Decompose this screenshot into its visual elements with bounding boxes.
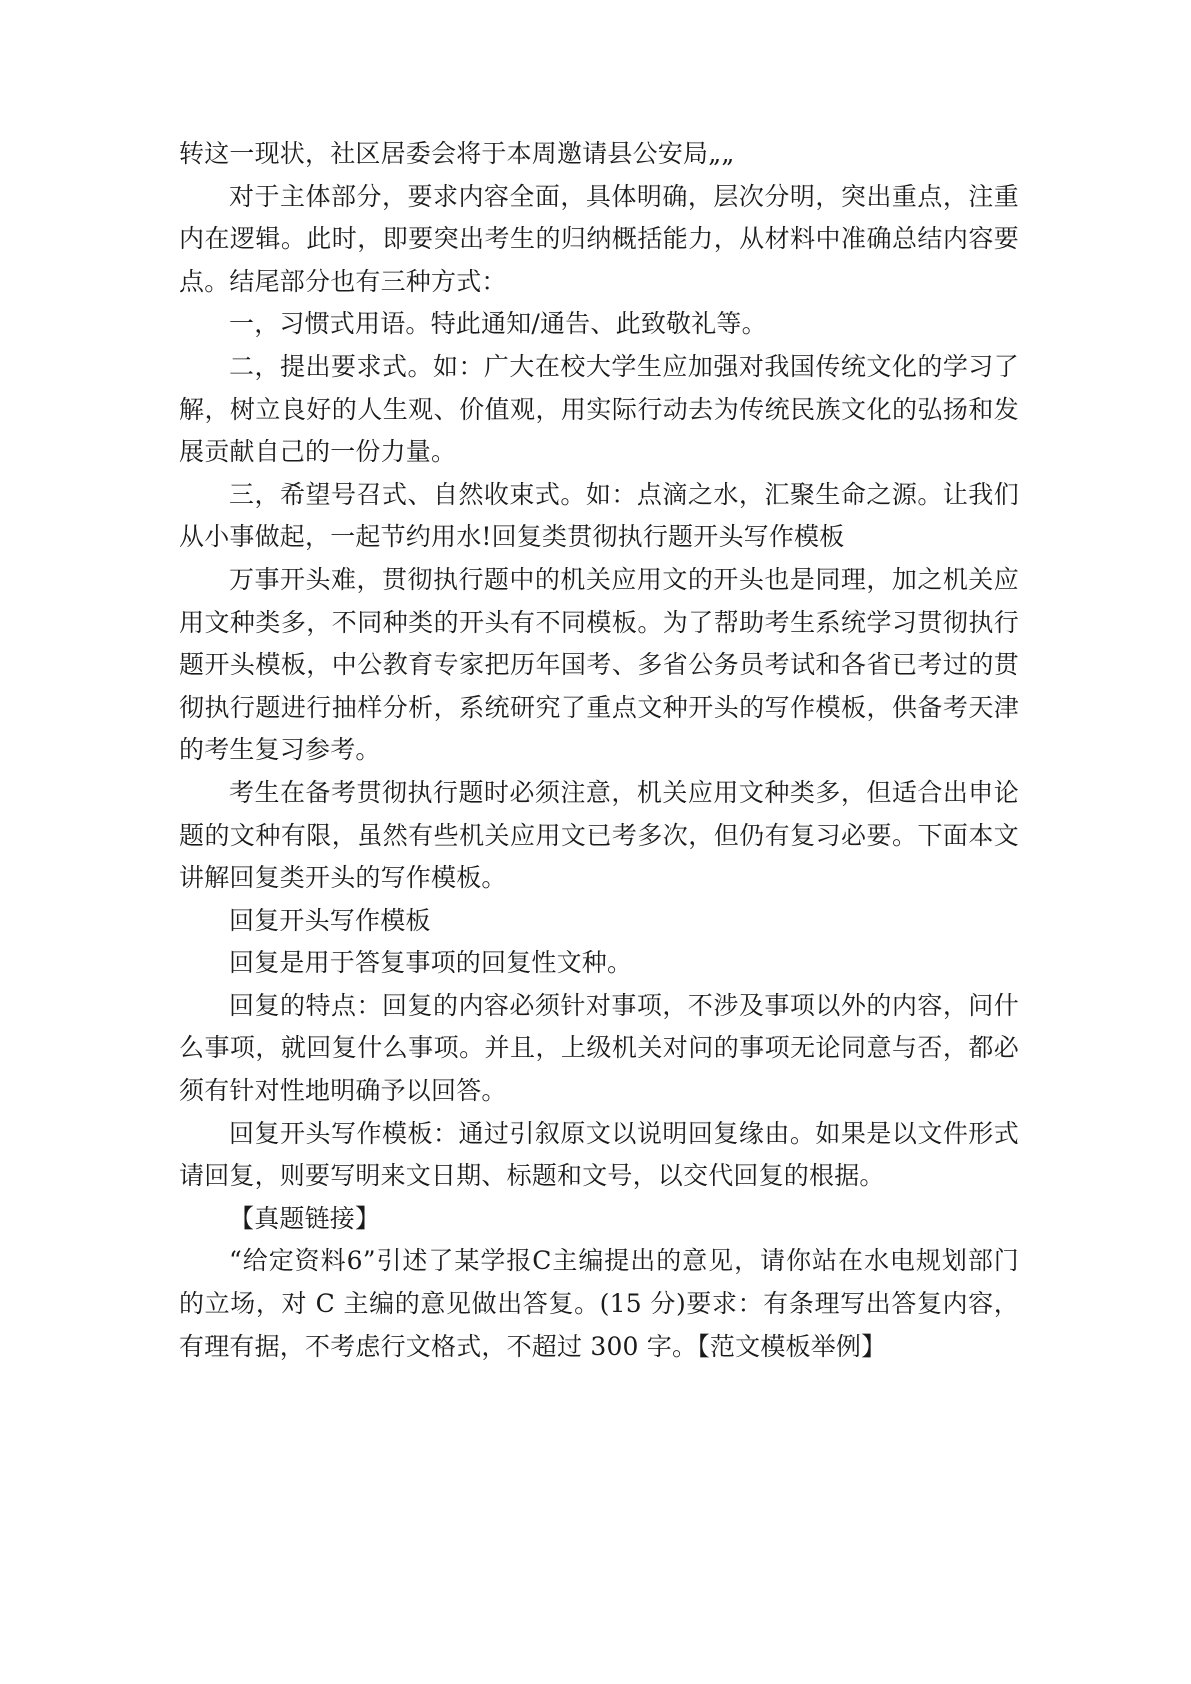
document-body: [179, 133, 1019, 1368]
paragraph-exam-question: “给定资料6”引述了某学报C主编提出的意见，请你站在水电规划部门的立场，对 C 主编的意见做出答复。(15 分)要求：有条理写出答复内容，有理有据，不考虑行文格式，不超过 300 字。【范文模板举例】: [179, 1246, 1019, 1361]
paragraph-continuation: 转这一现状，社区居委会将于本周邀请县公安局„„: [179, 139, 735, 168]
section-heading-exam-link: 【真题链接】: [229, 1203, 381, 1233]
paragraph-exam-notice: 考生在备考贯彻执行题时必须注意，机关应用文种类多，但适合出申论题的文种有限，虽然有些机关应用文已考多次，但仍有复习必要。下面本文讲解回复类开头的写作模板。: [179, 777, 1019, 893]
paragraph-ending-method-1: 一，习惯式用语。特此通知/通告、此致敬礼等。: [229, 309, 767, 339]
paragraph-reply-features: 回复的特点：回复的内容必须针对事项，不涉及事项以外的内容，问什么事项，就回复什么事项。并且，上级机关对问的事项无论同意与否，都必须有针对性地明确予以回答。: [179, 990, 1019, 1106]
paragraph-ending-method-3: 三，希望号召式、自然收束式。如：点滴之水，汇聚生命之源。让我们从小事做起，一起节约用水!回复类贯彻执行题开头写作模板: [179, 479, 1019, 552]
paragraph-ending-method-2: 二，提出要求式。如：广大在校大学生应加强对我国传统文化的学习了解，树立良好的人生观、价值观，用实际行动去为传统民族文化的弘扬和发展贡献自己的一份力量。: [179, 351, 1019, 467]
paragraph-intro-template: 万事开头难，贯彻执行题中的机关应用文的开头也是同理，加之机关应用文种类多，不同种类的开头有不同模板。为了帮助考生系统学习贯彻执行题开头模板，中公教育专家把历年国考、多省公务员考试和各省已考过的贯彻执行题进行抽样分析，系统研究了重点文种开头的写作模板，供备考天津的考生复习参考。: [179, 564, 1019, 765]
paragraph-main-body-requirements: 对于主体部分，要求内容全面，具体明确，层次分明，突出重点，注重内在逻辑。此时，即要突出考生的归纳概括能力，从材料中准确总结内容要点。结尾部分也有三种方式：: [179, 181, 1019, 296]
paragraph-reply-definition: 回复是用于答复事项的回复性文种。: [229, 948, 633, 978]
section-heading-reply-template: 回复开头写作模板: [229, 905, 431, 935]
paragraph-reply-opening-template: 回复开头写作模板：通过引叙原文以说明回复缘由。如果是以文件形式请回复，则要写明来文日期、标题和文号，以交代回复的根据。: [179, 1118, 1019, 1191]
